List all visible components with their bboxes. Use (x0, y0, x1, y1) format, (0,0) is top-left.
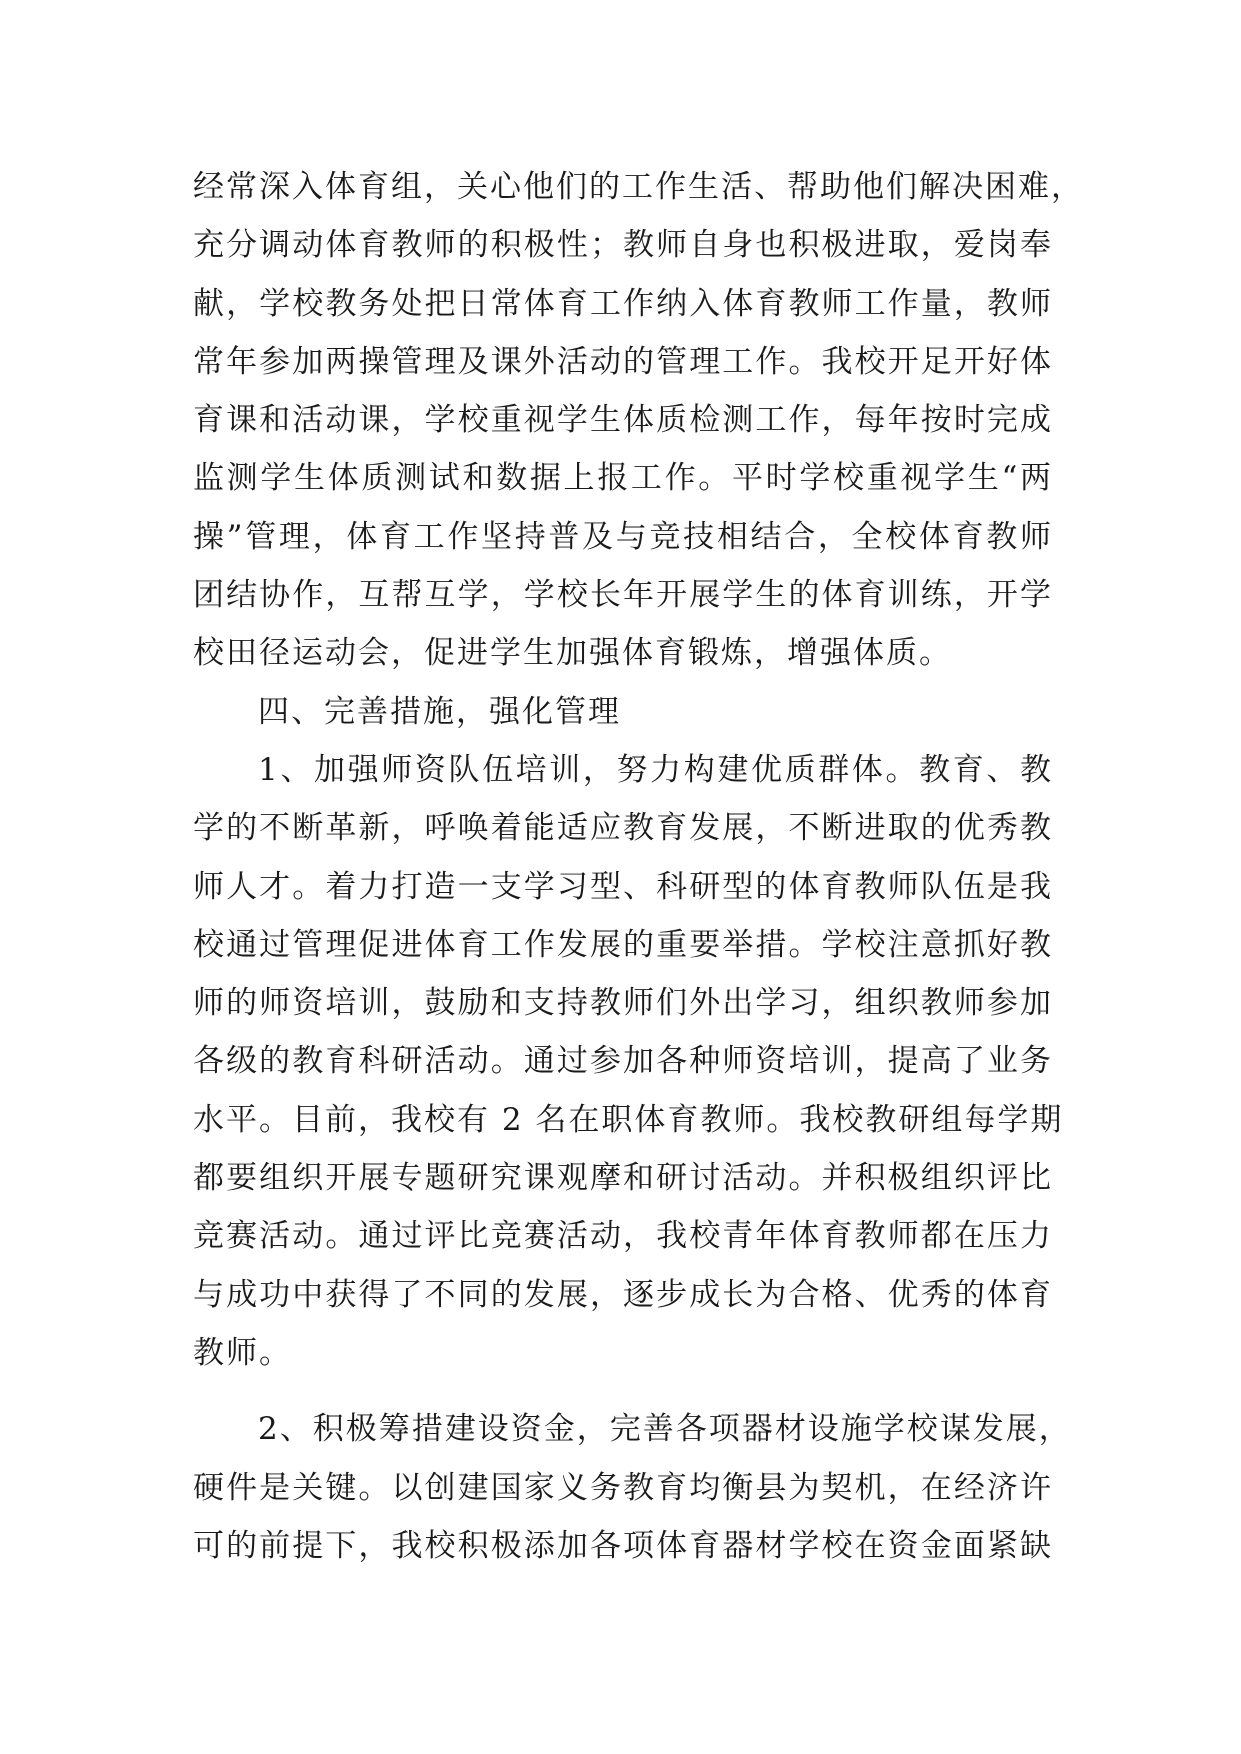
text-line: 水平。目前，我校有 2 名在职体育教师。我校教研组每学期 (193, 1101, 1064, 1138)
text-line: 经常深入体育组，关心他们的工作生活、帮助他们解决困难， (193, 169, 1084, 205)
paragraph-3 (193, 1400, 1072, 1575)
text-line: 2、积极筹措建设资金，完善各项器材设施学校谋发展， (258, 1411, 1072, 1448)
text-line: 与成功中获得了不同的发展，逐步成长为合格、优秀的体育 (193, 1276, 1053, 1313)
text-line: 监测学生体质测试和数据上报工作。平时学校重视学生“两 (193, 460, 1053, 497)
section-heading-text: 四、完善措施，强化管理 (258, 693, 621, 730)
paragraph-gap (193, 1382, 1053, 1400)
text-line: 学的不断革新，呼唤着能适应教育发展，不断进取的优秀教 (193, 810, 1053, 847)
text-line: 师的师资培训，鼓励和支持教师们外出学习，组织教师参加 (193, 985, 1053, 1022)
text-line: 都要组织开展专题研究课观摩和研讨活动。并积极组织评比 (193, 1160, 1053, 1197)
body-text (193, 158, 1084, 1575)
text-line: 校通过管理促进体育工作发展的重要举措。学校注意抓好教 (193, 926, 1053, 963)
text-line: 教师。 (193, 1334, 292, 1371)
text-line: 团结协作，互帮互学，学校长年开展学生的体育训练，开学 (193, 577, 1053, 614)
text-line: 充分调动体育教师的积极性；教师自身也积极进取，爱岗奉 (193, 227, 1053, 264)
text-line: 操”管理，体育工作坚持普及与竞技相结合，全校体育教师 (193, 518, 1053, 555)
paragraph-1 (193, 158, 1084, 683)
text-line: 各级的教育科研活动。通过参加各种师资培训，提高了业务 (193, 1043, 1053, 1080)
text-line: 常年参加两操管理及课外活动的管理工作。我校开足开好体 (193, 343, 1053, 380)
text-line: 育课和活动课，学校重视学生体质检测工作，每年按时完成 (193, 402, 1053, 439)
section-heading (193, 683, 1053, 741)
text-line: 1、加强师资队伍培训，努力构建优质群体。教育、教 (258, 751, 1053, 788)
text-line: 校田径运动会，促进学生加强体育锻炼，增强体质。 (193, 635, 952, 672)
text-line: 师人才。着力打造一支学习型、科研型的体育教师队伍是我 (193, 868, 1053, 905)
paragraph-2 (193, 741, 1064, 1382)
text-line: 可的前提下，我校积极添加各项体育器材学校在资金面紧缺 (193, 1527, 1053, 1564)
text-line: 竞赛活动。通过评比竞赛活动，我校青年体育教师都在压力 (193, 1218, 1053, 1255)
text-line: 硬件是关键。以创建国家义务教育均衡县为契机，在经济许 (193, 1469, 1053, 1506)
text-line: 献，学校教务处把日常体育工作纳入体育教师工作量，教师 (193, 285, 1053, 322)
